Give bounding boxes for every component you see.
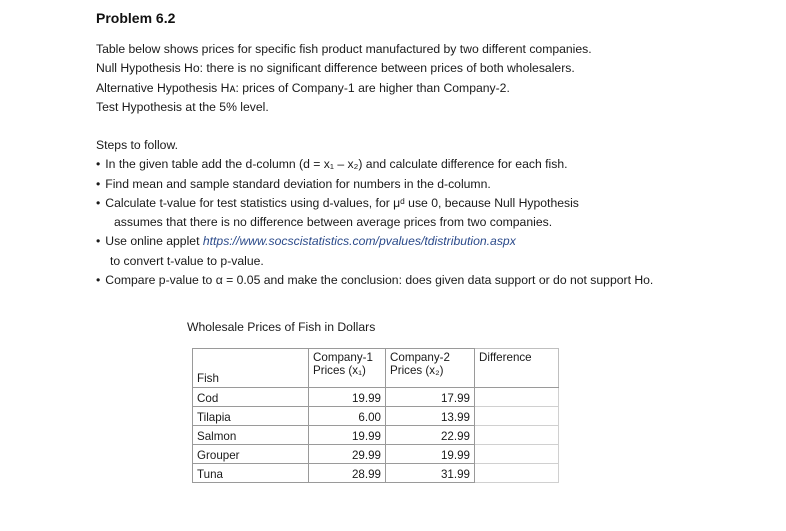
- null-hypothesis: Null Hypothesis Ho: there is no significant difference between prices of both wholesalers.: [96, 61, 575, 76]
- step-5: • Compare p-value to α = 0.05 and make the conclusion: does given data support or do not support Ho.: [96, 271, 776, 290]
- company-1-price: 6.00: [309, 407, 386, 426]
- step-1: • In the given table add the d-column (d = x₁ – x₂) and calculate difference for each fish.: [96, 155, 776, 174]
- step-3: • Calculate t-value for test statistics using d-values, for μᵈ use 0, because Null Hypothesis: [96, 194, 776, 213]
- step-4-continued: to convert t-value to p-value.: [110, 253, 264, 268]
- company-2-price: 22.99: [386, 426, 475, 445]
- company-1-price: 19.99: [309, 388, 386, 407]
- table-row: [193, 426, 559, 445]
- fish-price-table: [192, 348, 559, 483]
- steps-heading: Steps to follow.: [96, 138, 178, 152]
- intro-line-1: Table below shows prices for specific fish product manufactured by two different companies.: [96, 42, 592, 56]
- applet-link[interactable]: https://www.socscistatistics.com/pvalues/tdistribution.aspx: [202, 234, 516, 249]
- fish-name: Salmon: [193, 426, 309, 445]
- company-1-price: 28.99: [309, 464, 386, 483]
- difference-cell[interactable]: [475, 426, 559, 445]
- header-company-1: [309, 349, 386, 388]
- alternative-hypothesis: Alternative Hypothesis Hᴀ: prices of Company-1 are higher than Company-2.: [96, 80, 510, 95]
- table-row: [193, 464, 559, 483]
- table-title: Wholesale Prices of Fish in Dollars: [187, 320, 376, 334]
- difference-cell[interactable]: [475, 407, 559, 426]
- company-1-price: 19.99: [309, 426, 386, 445]
- fish-name: Tilapia: [193, 407, 309, 426]
- step-3-continued: assumes that there is no difference between average prices from two companies.: [114, 215, 553, 230]
- step-4-prefix: Use online applet: [105, 234, 203, 249]
- difference-cell[interactable]: [475, 464, 559, 483]
- problem-title: Problem 6.2: [96, 10, 176, 26]
- fish-name: Grouper: [193, 445, 309, 464]
- header-company-1-prices: Prices (x₁): [313, 364, 366, 377]
- table-row: [193, 445, 559, 464]
- header-company-2-prices: Prices (x₂): [390, 364, 444, 377]
- intro-paragraph: [96, 40, 776, 117]
- table-row: [193, 407, 559, 426]
- header-company-1-name: Company-1: [313, 351, 373, 364]
- header-company-2-name: Company-2: [390, 351, 450, 364]
- company-2-price: 31.99: [386, 464, 475, 483]
- table-row: [193, 388, 559, 407]
- header-company-2: [386, 349, 475, 388]
- difference-cell[interactable]: [475, 388, 559, 407]
- header-difference: Difference: [475, 349, 559, 388]
- significance-level: Test Hypothesis at the 5% level.: [96, 99, 269, 114]
- company-2-price: 17.99: [386, 388, 475, 407]
- company-2-price: 19.99: [386, 445, 475, 464]
- table-header-row: [193, 349, 559, 388]
- step-4: [96, 232, 776, 251]
- header-fish: Fish: [193, 349, 309, 388]
- fish-name: Cod: [193, 388, 309, 407]
- fish-name: Tuna: [193, 464, 309, 483]
- steps-section: [96, 136, 776, 290]
- company-1-price: 29.99: [309, 445, 386, 464]
- step-2: • Find mean and sample standard deviation for numbers in the d-column.: [96, 175, 776, 194]
- difference-cell[interactable]: [475, 445, 559, 464]
- company-2-price: 13.99: [386, 407, 475, 426]
